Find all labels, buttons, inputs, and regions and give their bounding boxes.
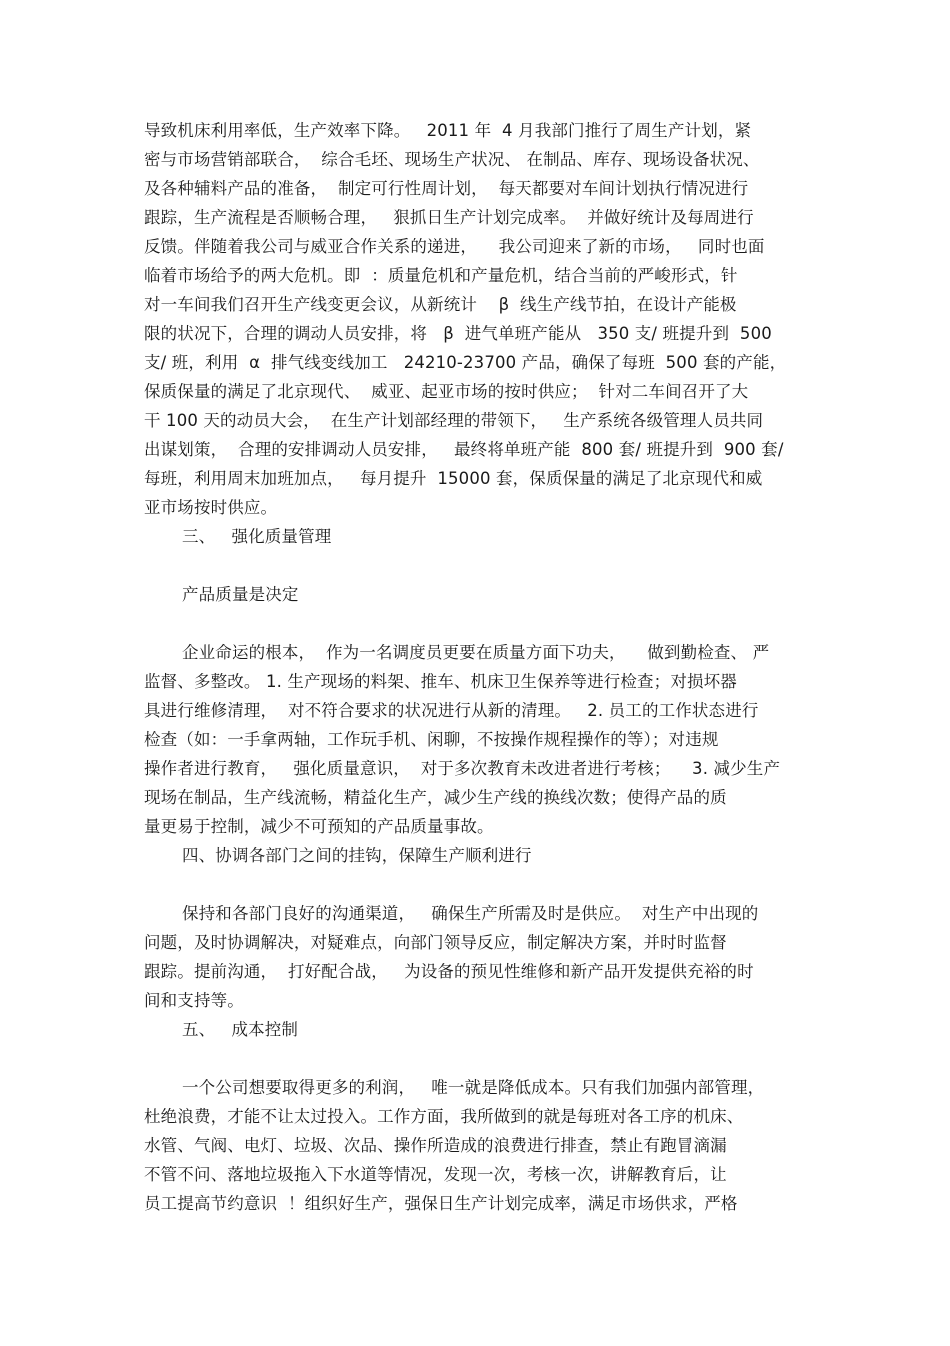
text-line: 检查（如：一手拿两轴，工作玩手机、闲聊，不按操作规程操作的等）；对违规	[144, 730, 719, 749]
text-line: 保质保量的满足了北京现代、 威亚、起亚市场的按时供应； 针对二车间召开了大	[144, 382, 749, 401]
text-line: 对一车间我们召开生产线变更会议，从新统计 β 线生产线节拍，在设计产能极	[144, 295, 737, 314]
text-line: 支/ 班，利用 α 排气线变线加工 24210-23700 产品，确保了每班 500 套的产能，	[144, 353, 787, 372]
text-line: 杜绝浪费，才能不让太过投入。工作方面，我所做到的就是每班对各工序的机床、	[144, 1107, 744, 1126]
text-line: 产品质量是决定	[182, 585, 299, 604]
section-heading: 五、 成本控制	[182, 1020, 299, 1039]
text-line: 密与市场营销部联合， 综合毛坯、现场生产状况、 在制品、库存、现场设备状况、	[144, 150, 760, 169]
text-line: 跟踪，生产流程是否顺畅合理， 狠抓日生产计划完成率。 并做好统计及每周进行	[144, 208, 754, 227]
text-line: 亚市场按时供应。	[144, 498, 278, 517]
text-line: 保持和各部门良好的沟通渠道， 确保生产所需及时是供应。 对生产中出现的	[182, 904, 759, 923]
text-line: 具进行维修清理， 对不符合要求的状况进行从新的清理。 2. 员工的工作状态进行	[144, 701, 759, 720]
text-line: 现场在制品，生产线流畅，精益化生产，减少生产线的换线次数；使得产品的质	[144, 788, 727, 807]
text-line: 及各种辅料产品的准备， 制定可行性周计划， 每天都要对车间计划执行情况进行	[144, 179, 749, 198]
section-heading: 三、 强化质量管理	[182, 527, 332, 546]
text-line: 水管、气阀、电灯、垃圾、次品、操作所造成的浪费进行排查，禁止有跑冒滴漏	[144, 1136, 727, 1155]
text-line: 跟踪。提前沟通， 打好配合战， 为设备的预见性维修和新产品开发提供充裕的时	[144, 962, 754, 981]
text-line: 量更易于控制，减少不可预知的产品质量事故。	[144, 817, 494, 836]
text-line: 出谋划策， 合理的安排调动人员安排， 最终将单班产能 800 套/ 班提升到 900 套/	[144, 440, 784, 459]
section-heading: 四、协调各部门之间的挂钩，保障生产顺利进行	[182, 846, 532, 865]
text-line: 反馈。伴随着我公司与威亚合作关系的递进， 我公司迎来了新的市场， 同时也面	[144, 237, 765, 256]
text-line: 一个公司想要取得更多的利润， 唯一就是降低成本。只有我们加强内部管理，	[182, 1078, 765, 1097]
text-line: 每班，利用周末加班加点， 每月提升 15000 套，保质保量的满足了北京现代和威	[144, 469, 763, 488]
text-line: 监督、多整改。 1. 生产现场的料架、推车、机床卫生保养等进行检查；对损坏器	[144, 672, 737, 691]
text-line: 企业命运的根本， 作为一名调度员更要在质量方面下功夫， 做到勤检查、 严	[182, 643, 770, 662]
text-line: 导致机床利用率低，生产效率下降。 2011 年 4 月我部门推行了周生产计划，紧	[144, 121, 752, 140]
text-line: 干 100 天的动员大会， 在生产计划部经理的带领下， 生产系统各级管理人员共同	[144, 411, 764, 430]
text-line: 员工提高节约意识 ！组织好生产，强保日生产计划完成率，满足市场供求，严格	[144, 1194, 738, 1213]
text-line: 不管不问、落地垃圾拖入下水道等情况，发现一次，考核一次，讲解教育后，让	[144, 1165, 727, 1184]
text-line: 临着市场给予的两大危机。即 ：质量危机和产量危机，结合当前的严峻形式，针	[144, 266, 738, 285]
text-line: 问题，及时协调解决，对疑难点，向部门领导反应，制定解决方案，并时时监督	[144, 933, 727, 952]
text-line: 间和支持等。	[144, 991, 244, 1010]
text-line: 限的状况下，合理的调动人员安排，将 β 进气单班产能从 350 支/ 班提升到 500	[144, 324, 772, 343]
text-line: 操作者进行教育， 强化质量意识， 对于多次教育未改进者进行考核； 3. 减少生产	[144, 759, 781, 778]
